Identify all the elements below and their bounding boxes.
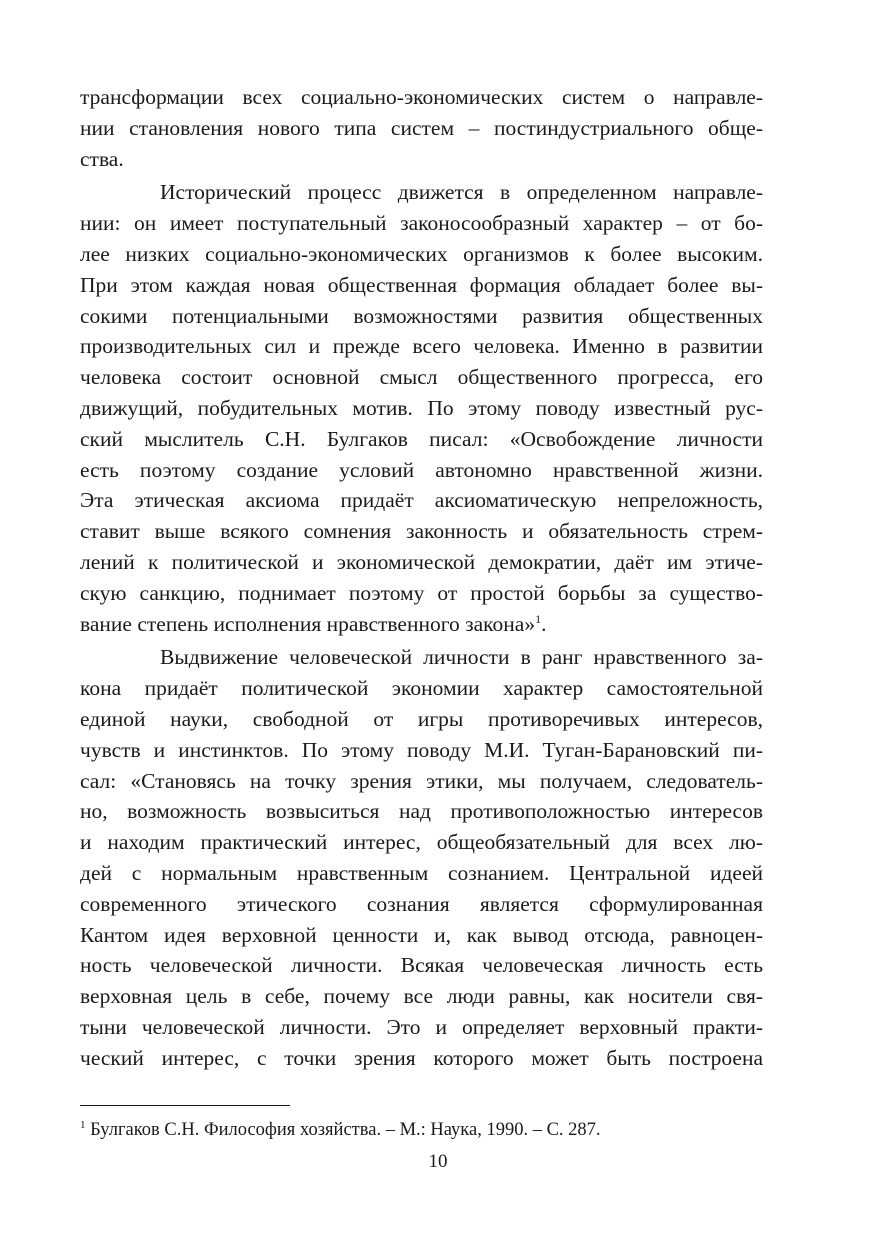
text-line: Эта этическая аксиома придаёт аксиоматическую непреложность, (80, 488, 763, 513)
page-body (80, 82, 763, 1074)
text-line: верховная цель в себе, почему все люди равны, как носители свя- (80, 984, 763, 1009)
text-line: сокими потенциальными возможностями развития общественных (80, 303, 763, 328)
text-line: но, возможность возвыситься над противоположностью интересов (80, 799, 763, 824)
text-line: ства. (80, 146, 124, 171)
text-line: Выдвижение человеческой личности в ранг нравственного за- (160, 645, 763, 670)
text-line: лений к политической и экономической демократии, даёт им этиче- (80, 549, 763, 574)
text-line: производительных сил и прежде всего человека. Именно в развитии (80, 334, 763, 359)
text-line: есть поэтому создание условий автономно нравственной жизни. (80, 457, 763, 482)
text-line: Исторический процесс движется в определенном направле- (160, 180, 763, 205)
text-line: единой науки, свободной от игры противоречивых интересов, (80, 706, 763, 731)
text-line: скую санкцию, поднимает поэтому от простой борьбы за существо- (80, 580, 763, 605)
text-line: человека состоит основной смысл общественного прогресса, его (80, 365, 763, 390)
text-line: ность человеческой личности. Всякая человеческая личность есть (80, 953, 763, 978)
text-line-with-footnote (80, 609, 763, 640)
text-line: Кантом идея верховной ценности и, как вывод отсюда, равноцен- (80, 922, 763, 947)
footnote-divider (80, 1105, 290, 1106)
text-line: сал: «Становясь на точку зрения этики, мы получаем, следователь- (80, 768, 763, 793)
text-line: нии: он имеет поступательный законосообразный характер – от бо- (80, 211, 763, 236)
text-line: ский мыслитель С.Н. Булгаков писал: «Освобождение личности (80, 426, 763, 451)
page-number: 10 (428, 1151, 448, 1172)
footnote-marker: 1 (80, 1118, 86, 1131)
footnote-text: Булгаков С.Н. Философия хозяйства. – М.: Наука, 1990. – С. 287. (85, 1120, 601, 1140)
text-line: движущий, побудительных мотив. По этому поводу известный рус- (80, 395, 763, 420)
paragraph-1 (80, 82, 763, 174)
text-line: нии становления нового типа систем – постиндустриального обще- (80, 115, 763, 140)
text-line: дей с нормальным нравственным сознанием. Центральной идеей (80, 860, 763, 885)
text-line: тыни человеческой личности. Это и определяет верховный практи- (80, 1014, 763, 1039)
text-line: ставит выше всякого сомнения законность и обязательность стрем- (80, 519, 763, 544)
footnote-reference[interactable]: 1 (535, 611, 542, 626)
text-line: лее низких социально-экономических организмов к более высоким. (80, 241, 763, 266)
paragraph-2 (80, 177, 763, 639)
sentence-end: . (541, 611, 547, 636)
text-line: современного этического сознания является сформулированная (80, 891, 763, 916)
text-line: трансформации всех социально-экономических систем о направле- (80, 85, 763, 109)
text-line: кона придаёт политической экономии характер самостоятельной (80, 676, 763, 701)
text-line: чувств и инстинктов. По этому поводу М.И. Туган-Барановский пи- (80, 737, 763, 762)
text-line-content: вание степень исполнения нравственного закона» (80, 611, 536, 636)
text-line: и находим практический интерес, общеобязательный для всех лю- (80, 830, 763, 855)
text-line: ческий интерес, с точки зрения которого может быть построена (80, 1045, 763, 1070)
footnote (80, 1118, 601, 1142)
paragraph-3 (80, 642, 763, 1073)
text-line: При этом каждая новая общественная формация обладает более вы- (80, 272, 763, 297)
